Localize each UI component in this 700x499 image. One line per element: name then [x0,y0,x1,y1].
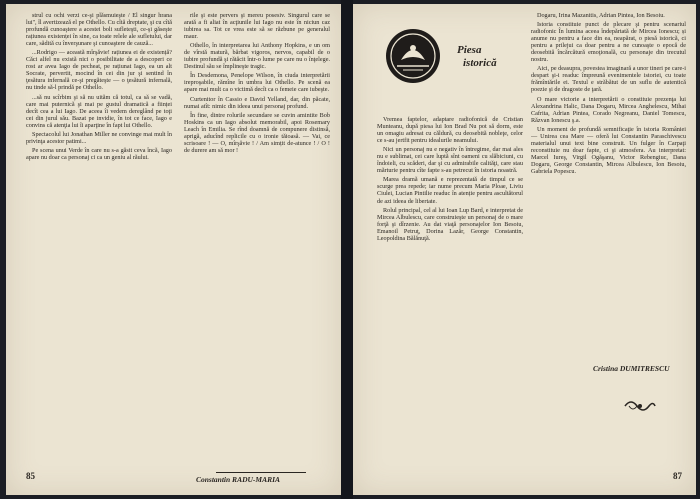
section-logo-icon [383,26,443,86]
book-gutter [341,0,353,499]
paragraph: Aici, pe deasupra, povestea imaginară a unor tineri pe care-i despart şi-i readuc împreună evenimentele istoriei, cu toate frămîntările ei. Textul e străbătut de un suflu de autentică poezie şi de dragoste de ţară. [531,65,686,94]
left-column-2 [184,12,330,477]
paragraph: Rolul principal, cel al lui Ioan Lup Bard, e interpretat de Mircea Albulescu, care construieşte un personaj de o mare forţă şi dîrzenie. Au dat viaţă personajelor Ion Besoiu, Emanoil Petruţ, Dorina Lazăr, George Constantin, Leopoldina Bălănuţă. [377,206,523,242]
right-page [353,4,696,495]
paragraph: ...Rodrigo — această mîrşăvie! rațiunea ei de existență? Căci alfel nu există nici o posibilitate de a descoperi ce rost ar avea Iago de pecheat, pe rațiunat Iago, ea un alt Socrate, pervertit, mocind în cei din jur şi sentind în ţesătura infernală ce-şi pregăteşte — o ţesătură infernală, nu tinde să-l prindă pe Othello. [26,49,172,92]
paragraph: Pe scena unui Verde în care nu s-a găsit ceva încă, Iago apare nu doar ca personaj ci ca un geniu al răului. [26,146,172,161]
paragraph: strul cu ochi verzi ce-şi plăsmuieşte / El singur hrana lui", îl avertizează el pe Othello. Cu cîtă dreptate, şi cu cîtă profundă cunoaştere a acestei boli sufleteşti, ce-şi găseşte rațiunea existenței în sine, ca toate relele ale sufletului, dar care, sădită cu înverşunare şi cunoaştere de cauză... [26,12,172,48]
signature-divider [216,472,306,473]
ornament-icon [623,396,657,416]
heading-line-1: Piesa [457,44,482,56]
left-column-1 [26,12,172,442]
author-signature: Cristina DUMITRESCU [593,364,670,373]
paragraph: Un moment de profundă semnificaţie în istoria României — Unirea cea Mare — oferă lui Constantin Paraschivescu materialul unui text bine construit. Un fulger în Carpaţi reconstituie nu doar fapte, ci şi atmosfera. Au interpretat: Marcel Iureş, Virgil Ogăşanu, Victor Rebengiuc, Dana Dogaru, George Constantin, Mircea Albulescu, Ion Besoiu, Gabriela Popescu. [531,125,686,175]
heading-line-2: istorică [463,57,497,69]
page-number: 87 [673,471,682,481]
paragraph: Istoria constituie punct de plecare şi pentru scenariul radiofonic În lumina aceea îndepărtată de Mircea Ionescu; și anume nu pentru a face din ea, neapărat, o piesă istorică, ci pentru a prilejui ca doar pentru a ne cunoaşte o epocă de deosebită încărcătură emoţională, cu personaje din trecutul nostru. [531,21,686,64]
paragraph: rile şi este pervers şi mereu posesiv. Singurul care se arată a fi aliat în acţiunile lui Iago nu este în niciun caz iubirea sa. Tot ce vrea este să se răzbune pe generalul maur. [184,12,330,41]
author-signature: Constantin RADU-MARIA [196,475,280,484]
left-page [6,4,341,495]
paragraph: În fine, dintre rolurile secundare se cuvin amintite Bob Hoskins ca un Iago absolut memorabil, apoi Rosemary Leach în Emilia. Se rînd doamnă de compunere distinsă, aprigă, aducînd replicile cu o ironie tăioasă. — Vai, ce scrisoare ! — O, mîrşăvie ! / Am simțit de-atunce ! / O ! de durere am să mor ! [184,111,330,154]
paragraph: Nici un personaj nu e negativ în întregime, dar mai ales nu e sublimat, cei care luptă sînt oameni cu slăbiciuni, cu îndoieli, cu scăderi, dar şi cu admirabile calităţi, care stau mărturie pentru cîte fapte s-au petrecut în istoria noastră. [377,146,523,175]
paragraph: Vremea faptelor, adaptare radiofonică de Cristian Munteanu, după piesa lui Ion Brad Nu pot să dorm, este un omagiu adresat cu căldură, cu deosebită nobleţe, celor ce s-au jertfit pentru idealurile neamului. [377,116,523,145]
paragraph: ...să nu scîrbim şi să nu uităm că totul, ca să se vadă, care mai puternică şi mai pe gustul dramatică a ființei decît cea a lui Iago. De aceea îi vedem dereglând pe toţi cei din jurul său. Bazat pe invidie, în tot ce face, Iago e convins că atenţia lui îi aparţine în fapt lui Othello. [26,93,172,129]
paragraph: O mare victorie a interpretării o constituie prezenţa lui Alexandrina Halic, Dana Dogaru, Mircea Anghelescu, Mihai Cafrita, Adrian Pintea, Corado Negreanu, Daniel Tomescu, Răzvan Ionescu ş.a. [531,95,686,124]
paragraph: Marea dramă umană e reprezentată de timpul ce se scurge prea repede; iar nume precum Maria Ploae, Liviu Ciulei, Lucian Pintilie readuc în atenție pentru ascultătorul de azi ideea de libertate. [377,176,523,205]
paragraph: Dogaru, Irina Mazanitis, Adrian Pintea, Ion Besoiu. [537,12,665,19]
paragraph: Othello, în interpretarea lui Anthony Hopkins, e un om de vîrstă matură, bărbat vigoros, nervos, capabil de o iubire profundă şi rătăcit într-o lume pe care nu o înţelege. Destinul său se împlineşte tragic. [184,42,330,71]
page-number: 85 [26,471,35,481]
paragraph: Curtenitor în Cassio e David Yelland, dar, din păcate, numai atît: nimic din ideea unui personaj profund. [184,95,330,110]
paragraph: În Desdemona, Penelope Wilson, în ciuda interpretării ireproşabile, rămîne în umbra lui Othello. Pe scenă ea apare mai mult ca o victimă decît ca o femeie care iubeşte. [184,72,330,94]
section-heading [457,44,517,70]
paragraph: Spectacolul lui Jonathan Miller ne convinge mai mult în privinţa acestor patimi... [26,130,172,145]
right-column-1 [377,116,523,471]
right-column-2 [531,12,686,472]
